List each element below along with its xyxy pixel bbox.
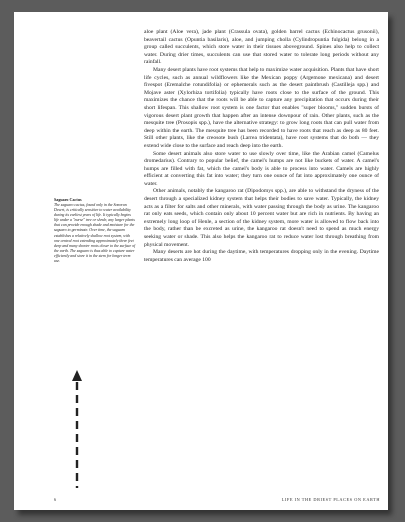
book-page [14, 12, 388, 510]
sidebar-note [54, 197, 136, 265]
sidebar-title: Saguaro Cactus [54, 197, 82, 202]
paragraph: Many desert plants have root systems that help to maximize water acquisition. Plants that have short life cycles, such as annual wildflowers like the Mexican poppy (Argemone mexicana) and desert fivespot (Eremalche rotundifolia) or ephemerals such as the desert paintbrush (Castilleja spp.) and Mojave aster (Xylorhiza tortifolia) typically have roots close to the surface of the ground. This maximizes the chance that the roots will be able to capture any precipitation that occurs during their short lifespan. This shallow root system is one factor that enables "super blooms," sudden bursts of vigorous desert plant growth that happen after an intense downpour of rain. Other plants, such as the mesquite tree (Prosopis spp.), have the alternative strategy: to grow long roots that can pull water from deep within the earth. The mesquite tree has been recorded to have roots that reach as deep as 80 feet. Still other plants, like the creosote bush (Larrea tridentata), have root systems that do both — they extend wide close to the surface and reach deep into the earth. [144, 66, 379, 149]
paragraph: Other animals, notably the kangaroo rat (Dipodomys spp.), are able to withstand the dryness of the desert through a specialized kidney system that helps their bodies to save water. Typically, the kidney acts as a filter for salts and other minerals, with water passing through the body as urine. The kangaroo rat only eats seeds, which contain only about 10 percent water but are rich in nutrients. By having an extremely long loop of Henle, a section of the kidney system, more water is allowed to flow back into the body, rather than be excreted as urine, the kangaroo rat doesn't need to spend as much energy seeking water or shade. This also helps the kangaroo rat to reduce water lost through breathing from physical movement. [144, 188, 379, 248]
paragraph: aloe plant (Aloe vera), jade plant (Crassula ovata), golden barrel cactus (Echinocactus grusonii), beavertail cactus (Opuntia basilaris), aloe, and jumping cholla (Cylindropuntia fulgida) belong in a group called succulents, which store water in their tissues aboveground. Spines also help to collect water. During drier times, succulents can use that stored water to tolerate long periods without any rainfall. [144, 29, 379, 66]
main-text-column [144, 29, 379, 264]
dashed-arrow-icon [71, 370, 83, 488]
page-number: 6 [54, 497, 57, 502]
paragraph: Some desert animals also store water to use slowly over time, like the Arabian camel (Camelus dromedarius). Contrary to popular belief, the camel's humps are not like buckets of water. A camel's humps are filled with fat, which the camel's body is able to process into water. Camels are highly efficient at converting this fat into water; they turn one ounce of fat into approximately one ounce of water. [144, 150, 379, 187]
paragraph: Many deserts are hot during the daytime, with temperatures dropping only in the evening. Daytime temperatures can average 100 [144, 249, 379, 263]
page-footer [54, 497, 380, 505]
sidebar-body: The saguaro cactus, found only in the Sonoran Desert, is critically sensitive to water availability during its earliest years of life. It typically begins life under a "nurse" tree or shrub; any larger plants that can provide enough shade and moisture for the saguaro to germinate. Over time, the saguaro establishes a relatively shallow root system, with one central root extending approximately three feet deep and many shorter roots closer to the surface of the earth. The saguaro is thus able to capture water efficiently and store it in the stem for longer term use. [54, 202, 136, 264]
running-title: LIFE IN THE DRIEST PLACES ON EARTH [281, 497, 380, 502]
